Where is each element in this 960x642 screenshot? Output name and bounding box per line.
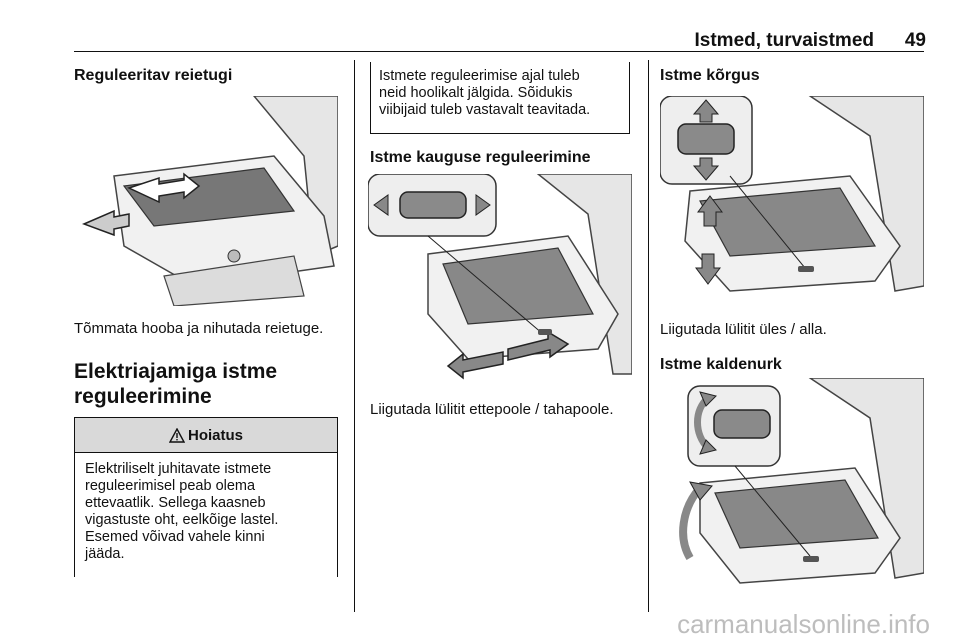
warning-label: Hoiatus	[187, 426, 243, 444]
warning-header	[75, 417, 337, 453]
column-divider-2	[648, 60, 649, 612]
seat-tilt-heading: Istme kaldenurk	[660, 356, 782, 373]
seat-height-illustration	[660, 96, 924, 308]
watermark: carmanualsonline.info	[677, 609, 930, 639]
note-box: Istmete reguleerimise ajal tuleb neid hoolikalt jälgida. Sõidukis viibijaid tuleb vastavalt teavitada.	[370, 62, 630, 134]
running-header-title: Istmed, turvaistmed	[694, 30, 874, 51]
seat-tilt-illustration	[660, 378, 924, 592]
warning-text: Elektriliselt juhitavate istmete reguleerimisel peab olema ettevaatlik. Sellega kaasneb vigastuste oht, eelkõige lastel. Esemed võivad vahele kinni jääda.	[85, 461, 279, 562]
power-seat-heading: Elektriajamiga istme reguleerimine	[74, 360, 278, 408]
seat-distance-heading: Istme kauguse reguleerimine	[370, 149, 591, 166]
column-divider-1	[354, 60, 355, 612]
warning-box	[74, 417, 338, 577]
page-number: 49	[904, 30, 926, 51]
thigh-support-heading: Reguleeritav reietugi	[74, 67, 233, 84]
seat-height-heading: Istme kõrgus	[660, 67, 760, 84]
seat-height-caption: Liigutada lülitit üles / alla.	[660, 321, 827, 338]
thigh-support-illustration	[74, 96, 338, 306]
warning-triangle-icon	[169, 428, 185, 443]
seat-distance-caption: Liigutada lülitit ettepoole / tahapoole.	[370, 401, 614, 418]
header-rule	[74, 51, 924, 52]
seat-distance-illustration	[368, 174, 632, 386]
thigh-support-caption: Tõmmata hooba ja nihutada reietuge.	[74, 320, 324, 337]
